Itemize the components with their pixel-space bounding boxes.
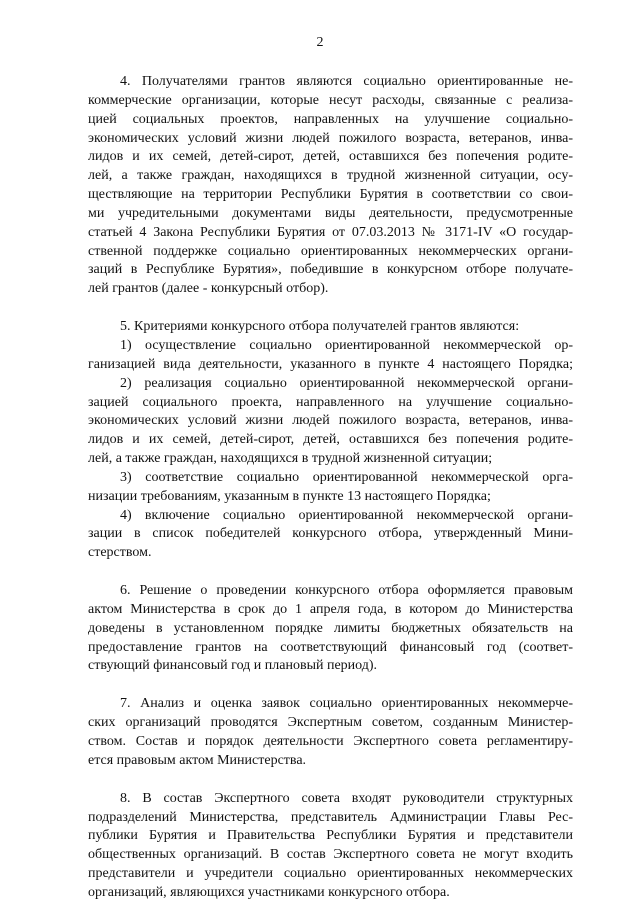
text-line: статьей 4 Закона Республики Бурятия от 07.03.2013 № 3171-IV «О государ- <box>88 224 573 240</box>
text-line: заций в Республике Бурятия», победившие в конкурсном отборе получате- <box>88 262 573 278</box>
text-line: 4) включение социально ориентированной некоммерческой органи- <box>120 507 573 523</box>
text-line: 7. Анализ и оценка заявок социально ориентированных некоммерче- <box>120 696 573 712</box>
text-line: 2) реализация социально ориентированной некоммерческой органи- <box>120 375 573 391</box>
text-line: актом Министерства в срок до 1 апреля года, в котором до Министерства <box>88 601 573 617</box>
text-line: лидов и их семей, детей-сирот, детей, оставшихся без попечения родите- <box>88 432 573 448</box>
text-line: 1) осуществление социально ориентированной некоммерческой ор- <box>120 337 573 353</box>
paragraph-8 <box>88 790 573 903</box>
paragraph-4 <box>88 73 573 299</box>
text-line: 6. Решение о проведении конкурсного отбора оформляется правовым <box>120 583 573 599</box>
text-line: лей, а также граждан, находящихся в трудной жизненной ситуации; <box>88 451 493 467</box>
text-line: ми учредительными документами виды деятельности, предусмотренные <box>88 205 573 221</box>
text-line: ществляющие на территории Республики Бурятия в соответствии со свои- <box>88 187 573 203</box>
text-line: предоставление грантов на соответствующий финансовый год (соответ- <box>88 639 573 655</box>
text-line: общественных организаций. В состав Экспертного совета не могут входить <box>88 847 573 863</box>
text-line: цией социальных проектов, направленных на улучшение социально- <box>88 111 573 127</box>
text-line: 8. В состав Экспертного совета входят руководители структурных <box>120 790 573 806</box>
text-line: экономических условий жизни людей пожилого возраста, ветеранов, инва- <box>88 130 573 146</box>
text-line: публики Бурятия и Правительства Республики Бурятия и представители <box>88 828 573 844</box>
page-number: 2 <box>316 35 324 50</box>
paragraph-gap <box>88 299 573 318</box>
text-line: ганизацией вида деятельности, указанного в пункте 4 настоящего Порядка; <box>88 356 573 372</box>
text-line: организаций, являющихся участниками конкурсного отбора. <box>88 884 450 900</box>
text-line: лидов и их семей, детей-сирот, детей, оставшихся без попечения родите- <box>88 149 573 165</box>
paragraph-5 <box>88 318 573 563</box>
text-line: подразделений Министерства, представитель Администрации Главы Рес- <box>88 809 573 825</box>
text-line: стерством. <box>88 545 152 561</box>
text-line: ством. Состав и порядок деятельности Экспертного совета регламентиру- <box>88 734 573 749</box>
paragraph-gap <box>88 771 573 790</box>
text-line: коммерческие организации, которые несут расходы, связанные с реализа- <box>88 92 573 108</box>
text-line: низации требованиям, указанным в пункте 13 настоящего Порядка; <box>88 488 491 504</box>
paragraph-6 <box>88 582 573 676</box>
text-line: лей, а также граждан, находящихся в трудной жизненной ситуации, осу- <box>88 168 573 184</box>
text-line: 3) соответствие социально ориентированной некоммерческой орга- <box>120 469 573 485</box>
text-line: ется правовым актом Министерства. <box>88 752 307 768</box>
text-line: 5. Критериями конкурсного отбора получателей грантов являются: <box>120 319 520 335</box>
text-line: зации в список победителей конкурсного отбора, утвержденный Мини- <box>88 526 573 542</box>
text-line: лей грантов (далее - конкурсный отбор). <box>88 281 329 297</box>
paragraph-gap <box>88 676 573 695</box>
document-body <box>88 73 573 903</box>
text-line: ствующий финансовый год и плановый период). <box>88 658 378 674</box>
paragraph-7 <box>88 695 573 770</box>
text-line: ских организаций проводятся Экспертным советом, созданным Министер- <box>88 715 573 731</box>
text-line: экономических условий жизни людей пожилого возраста, ветеранов, инва- <box>88 413 573 429</box>
text-line: доведены в установленном порядке лимиты бюджетных обязательств на <box>88 620 573 636</box>
text-line: 4. Получателями грантов являются социально ориентированные не- <box>120 74 573 89</box>
paragraph-gap <box>88 563 573 582</box>
text-line: представители и учредители социально ориентированных некоммерческих <box>88 866 573 882</box>
text-line: ственной поддержке социально ориентированных некоммерческих органи- <box>88 243 573 259</box>
text-line: зацией социального проекта, направленного на улучшение социально- <box>88 394 573 410</box>
